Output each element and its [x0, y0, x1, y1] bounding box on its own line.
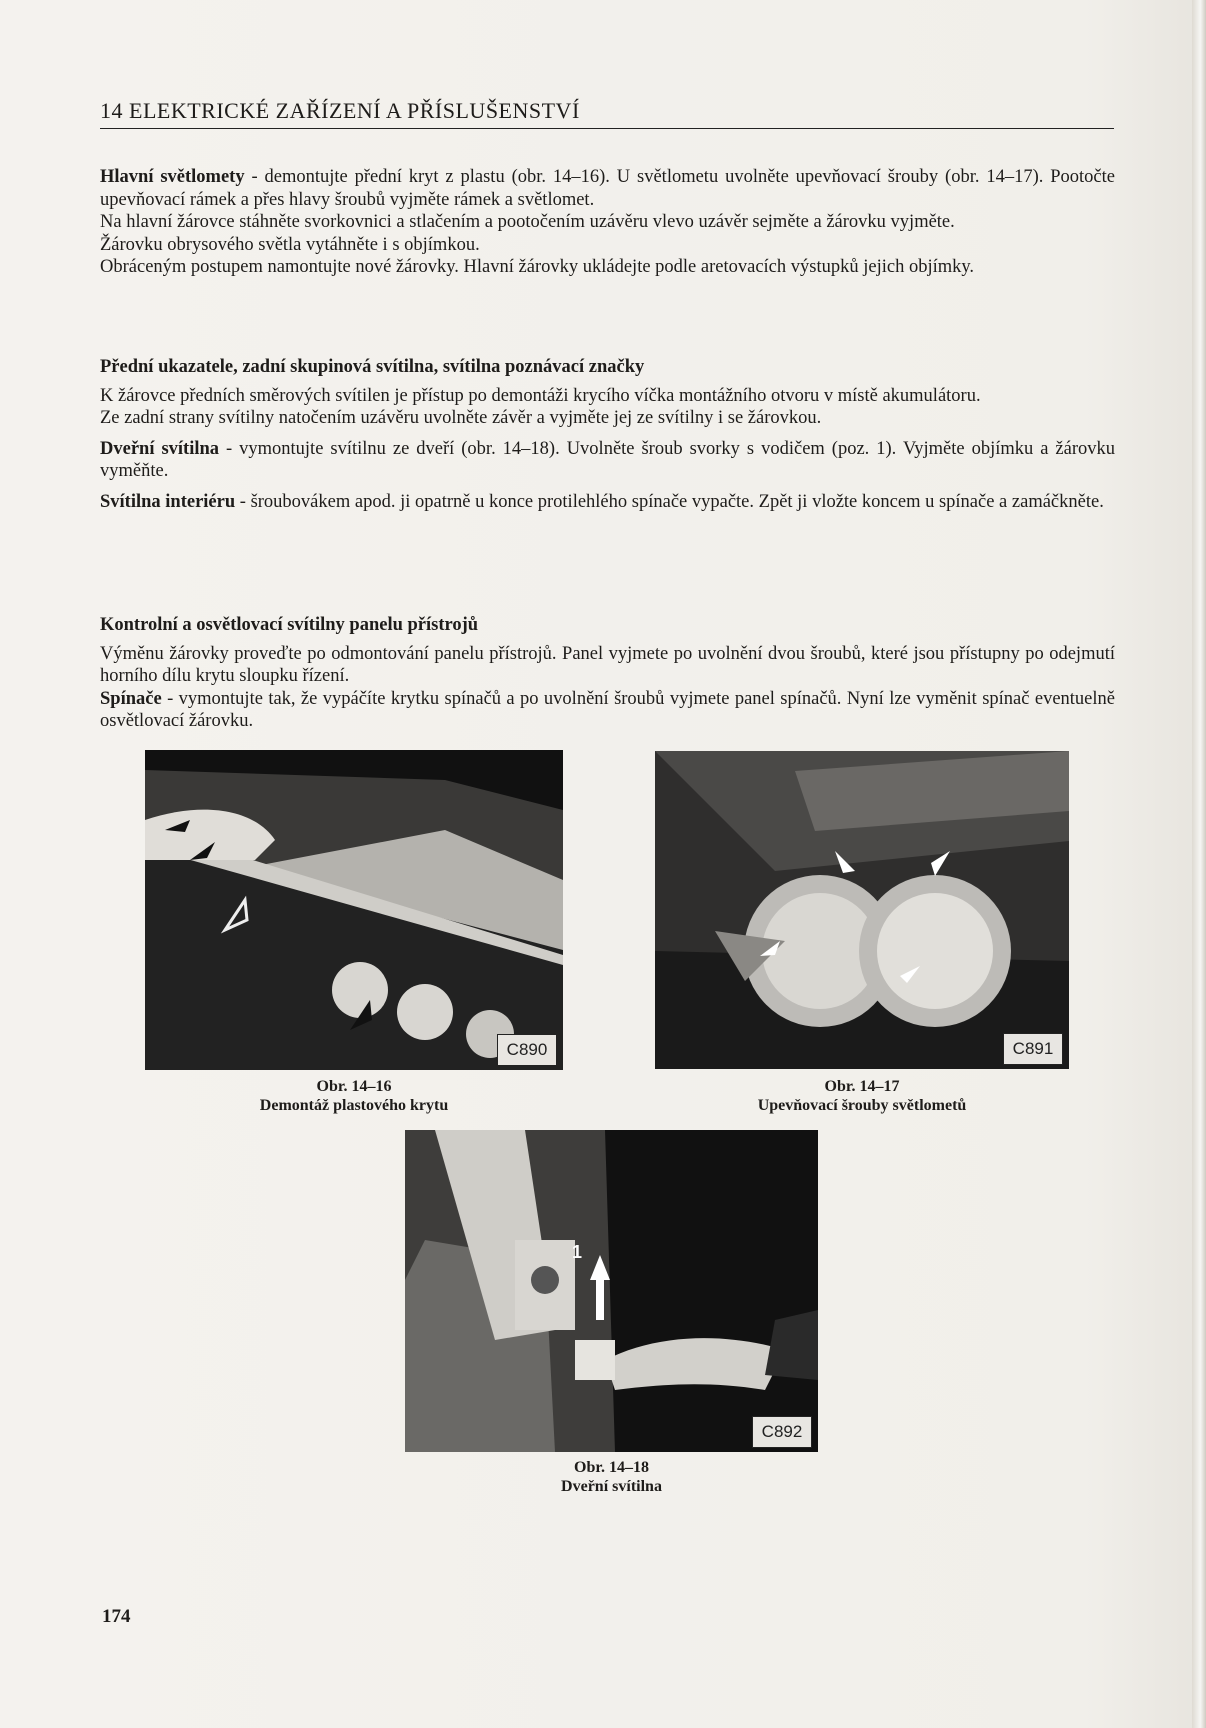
paragraph: K žárovce předních směrových svítilen je přístup po demontáži krycího víčka montážního otvoru v místě akumulátoru. — [100, 385, 981, 406]
figure-code: C891 — [1003, 1033, 1063, 1065]
paragraph-text: - vymontujte tak, že vypáčíte krytku spínačů a po uvolnění šroubů vyjmete panel spínačů. Nyní lze vyměnit spínač eventuelně osvětlovací žárovku. — [100, 688, 1115, 731]
section-indicators — [100, 356, 1115, 513]
term-bold: Dveřní svítilna — [100, 438, 220, 459]
section-headlights — [100, 166, 1115, 279]
section-heading: Přední ukazatele, zadní skupinová svítilna, svítilna poznávací značky — [100, 357, 645, 377]
page-number: 174 — [102, 1606, 131, 1627]
section-heading: Kontrolní a osvětlovací svítilny panelu přístrojů — [100, 615, 479, 635]
paragraph — [100, 438, 1115, 483]
paragraph: Žárovku obrysového světla vytáhněte i s objímkou. — [100, 234, 480, 255]
paragraph — [100, 166, 1115, 211]
figure-caption — [405, 1458, 818, 1496]
figure-caption — [145, 1077, 563, 1115]
figure-number: Obr. 14–18 — [574, 1459, 649, 1476]
term-bold: Spínače — [100, 688, 162, 709]
paragraph-text: - šroubovákem apod. ji opatrně u konce protilehlého spínače vypačte. Zpět ji vložte koncem u spínače a zamáčkněte. — [235, 491, 1104, 512]
paragraph: Výměnu žárovky proveďte po odmontování panelu přístrojů. Panel vyjmete po uvolnění dvou šroubů, které jsou přístupny po odejmutí horního dílu krytu sloupku řízení. — [100, 643, 1115, 686]
paragraph — [100, 688, 1115, 733]
paragraph — [100, 491, 1115, 514]
paragraph-text: - vymontujte svítilnu ze dveří (obr. 14–18). Uvolněte šroub svorky s vodičem (poz. 1). Vyjměte objímku a žárovku vyměňte. — [100, 438, 1115, 481]
term-bold: Hlavní světlomety — [100, 167, 245, 187]
figure-photo-headlights — [655, 751, 1069, 1069]
figure-number: Obr. 14–16 — [316, 1078, 392, 1095]
figure-title: Dveřní svítilna — [561, 1478, 662, 1495]
page-header: 14 ELEKTRICKÉ ZAŘÍZENÍ A PŘÍSLUŠENSTVÍ — [100, 98, 1114, 129]
page-edge — [1192, 0, 1206, 1728]
figure-caption — [655, 1077, 1069, 1115]
photo-illustration — [655, 751, 1069, 1069]
figure-photo-front-cover — [145, 750, 563, 1070]
paragraph-text: - demontujte přední kryt z plastu (obr. 14–16). U světlometu uvolněte upevňovací šrouby (obr. 14–17). Pootočte upevňovací rámek a přes hlavy šroubů vyjměte rámek a světlomet. — [100, 167, 1115, 210]
term-bold: Svítilna interiéru — [100, 491, 236, 512]
figure-title: Upevňovací šrouby světlometů — [757, 1097, 967, 1114]
figure-callout-label: 1 — [572, 1242, 583, 1262]
figure-number: Obr. 14–17 — [824, 1078, 900, 1095]
paragraph: Obráceným postupem namontujte nové žárovky. Hlavní žárovky ukládejte podle aretovacích výstupků jejich objímky. — [100, 257, 975, 277]
section-instrument-panel — [100, 614, 1115, 733]
figure-code: C890 — [497, 1034, 557, 1066]
figure-title: Demontáž plastového krytu — [259, 1097, 449, 1114]
figure-code: C892 — [752, 1416, 812, 1448]
photo-illustration — [405, 1130, 818, 1452]
paragraph: Ze zadní strany svítilny natočením uzávěru uvolněte závěr a vyjměte jej ze svítilny i se žárovkou. — [100, 408, 822, 428]
photo-illustration — [145, 750, 563, 1070]
figure-photo-door-lamp — [405, 1130, 818, 1452]
paragraph: Na hlavní žárovce stáhněte svorkovnici a stlačením a pootočením uzávěru vlevo uzávěr sejměte a žárovku vyjměte. — [100, 212, 955, 232]
